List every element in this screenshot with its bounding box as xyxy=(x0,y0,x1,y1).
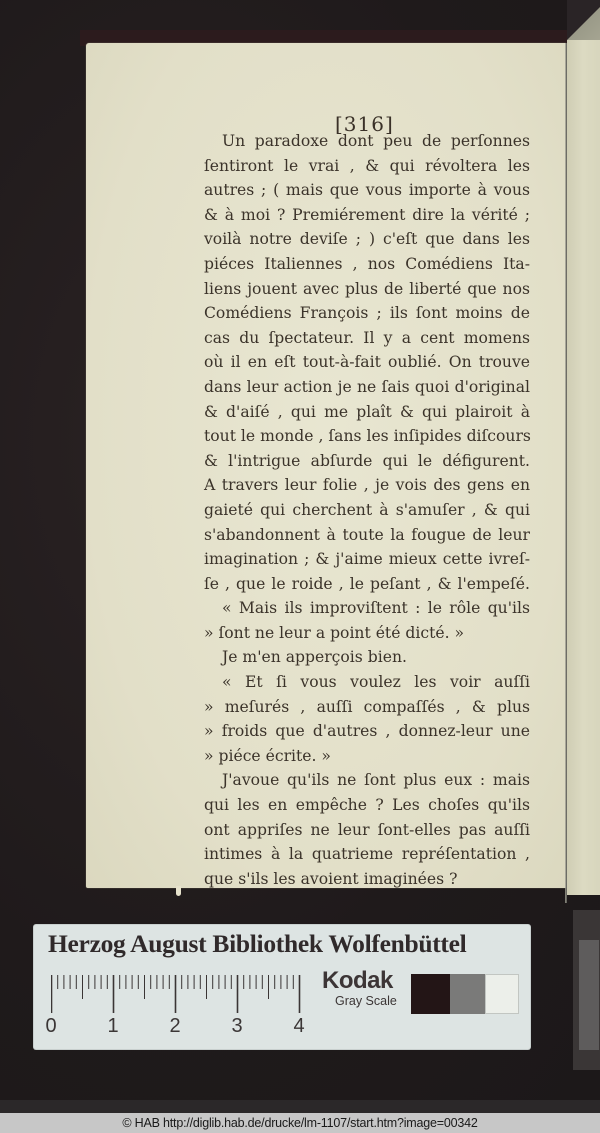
copyright-text: © HAB http://diglib.hab.de/drucke/lm-1107/start.htm?image=00342 xyxy=(122,1116,478,1130)
ruler-scale xyxy=(45,971,305,1051)
page-text-block xyxy=(204,129,530,891)
text-line: gaieté qui cherchent à s'amuſer , & qui xyxy=(204,500,530,519)
text-line: » froids que d'autres , donnez-leur une xyxy=(204,722,530,741)
adjacent-card-edge xyxy=(573,910,600,1070)
library-name: Herzog August Bibliothek Wolfenbüttel xyxy=(48,929,467,958)
kodak-logo: Kodak xyxy=(322,967,393,994)
ruler-label-1: 1 xyxy=(107,1015,119,1037)
ruler-label-0: 0 xyxy=(45,1015,57,1037)
gray-patch-white xyxy=(485,974,519,1014)
text-line: imagination ; & j'aime mieux cette ivreſ- xyxy=(204,550,530,569)
text-line: cas du ſpectateur. Il y a cent momens xyxy=(204,328,530,347)
footer-shadow xyxy=(0,1100,600,1113)
text-line: ſe , que le roide , le peſant , & l'empeſé. xyxy=(204,574,530,593)
text-line: ſentiront le vrai , & qui révoltera les xyxy=(204,156,530,175)
text-line: « Mais ils improviſtent : le rôle qu'ils xyxy=(222,599,530,618)
text-line: A travers leur folie , je vois des gens en xyxy=(204,476,530,495)
text-line: intimes à la quatrieme repréſentation , xyxy=(204,845,530,864)
gray-scale-label: Gray Scale xyxy=(335,994,397,1008)
text-line: tout le monde , ſans les inſipides diſcours xyxy=(204,427,531,446)
text-line: où il en eſt tout-à-fait oublié. On trouve xyxy=(204,353,530,372)
gray-patch-black xyxy=(411,974,450,1014)
text-line: voilà notre deviſe ; ) c'eſt que dans les xyxy=(204,230,530,249)
text-line: J'avoue qu'ils ne ſont plus eux : mais xyxy=(222,771,530,790)
text-line: qui les en empêche ? Les choſes qu'ils xyxy=(204,796,530,815)
text-line: que s'ils les avoient imaginées ? xyxy=(204,869,458,888)
text-line: & d'aiſé , qui me plaît & qui plairoit à xyxy=(204,402,530,421)
text-line: » meſurés , auſſi compaſſés , & plus xyxy=(204,697,530,716)
ruler-label-4: 4 xyxy=(293,1015,305,1037)
text-line: Je m'en apperçois bien. xyxy=(222,648,407,667)
gray-patch-mid xyxy=(450,974,485,1014)
text-line: » ſont ne leur a point été dicté. » xyxy=(204,623,465,642)
ruler-ticks xyxy=(51,971,311,1021)
text-line: » piéce écrite. » xyxy=(204,746,331,765)
text-line: & à moi ? Premiérement dire la vérité ; xyxy=(204,205,530,224)
page-fold-line xyxy=(565,43,567,903)
color-reference-card xyxy=(34,925,530,1049)
text-line: Un paradoxe dont peu de perſonnes xyxy=(222,132,530,150)
text-line: dans leur action je ne ſais quoi d'original xyxy=(204,377,530,396)
text-line: ont appriſes ne leur ſont-elles pas auſſi xyxy=(204,820,530,839)
ruler-label-3: 3 xyxy=(231,1015,243,1037)
text-line: liens jouent avec plus de liberté que nos xyxy=(204,279,530,298)
text-line: « Et ſi vous voulez les voir auſſi xyxy=(222,673,530,692)
text-line: autres ; ( mais que vous importe à vous xyxy=(204,181,530,200)
text-line: piéces Italiennes , nos Comédiens Ita- xyxy=(204,254,530,273)
copyright-footer xyxy=(0,1113,600,1133)
page-number: [316] xyxy=(335,112,394,136)
adjacent-page-edge xyxy=(567,40,600,895)
text-line: s'abandonnent à toute la fougue de leur xyxy=(204,525,530,544)
page-tab-mark xyxy=(176,886,181,896)
text-line: & l'intrigue abſurde qui le défigurent. xyxy=(204,451,530,470)
ruler-label-2: 2 xyxy=(169,1015,181,1037)
text-line: Comédiens François ; ils ſont moins de xyxy=(204,304,530,323)
